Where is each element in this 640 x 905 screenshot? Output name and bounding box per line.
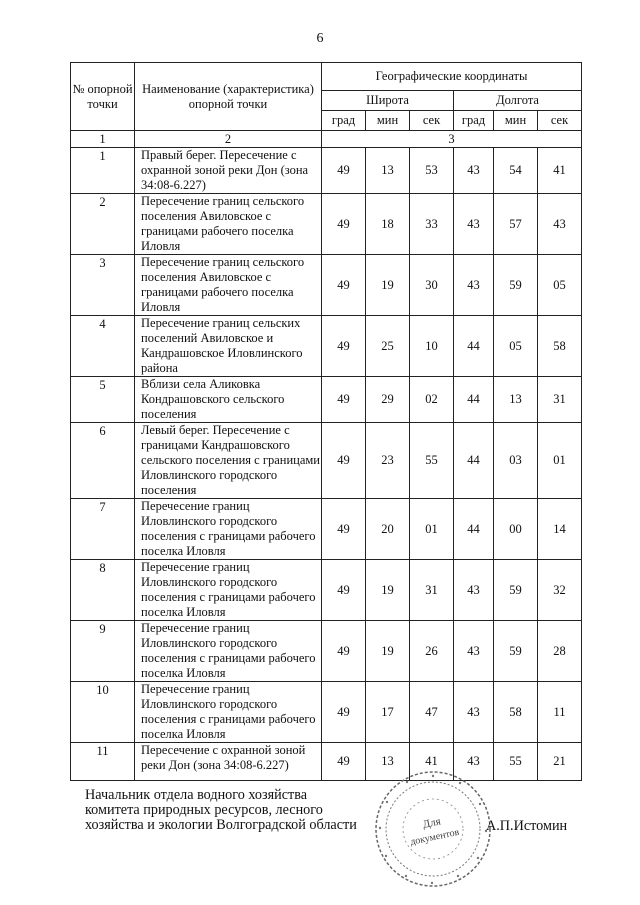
point-number-cell: 6 [71,423,135,499]
latitude-cell: 19 [366,621,410,682]
longitude-cell: 55 [494,743,538,781]
longitude-cell: 00 [494,499,538,560]
latitude-cell: 49 [322,316,366,377]
longitude-cell: 59 [494,560,538,621]
longitude-cell: 44 [454,423,494,499]
longitude-cell: 43 [454,148,494,194]
longitude-cell: 54 [494,148,538,194]
point-name-cell: Пересечение границ сельского поселения Авиловское с границами рабочего поселка Иловля [135,194,322,255]
longitude-cell: 32 [538,560,582,621]
table-row [71,560,582,621]
latitude-cell: 49 [322,194,366,255]
longitude-cell: 14 [538,499,582,560]
point-number-cell: 4 [71,316,135,377]
longitude-cell: 31 [538,377,582,423]
longitude-cell: 11 [538,682,582,743]
longitude-cell: 43 [454,194,494,255]
point-number-cell: 11 [71,743,135,781]
latitude-cell: 13 [366,743,410,781]
longitude-cell: 21 [538,743,582,781]
table-row [71,499,582,560]
point-number-cell: 9 [71,621,135,682]
latitude-cell: 49 [322,423,366,499]
latitude-cell: 53 [410,148,454,194]
footer-line: Начальник отдела водного хозяйства [85,787,308,803]
header-lon-grad: град [454,111,494,131]
table-row [71,377,582,423]
longitude-cell: 44 [454,316,494,377]
latitude-cell: 25 [366,316,410,377]
latitude-cell: 17 [366,682,410,743]
table-row [71,148,582,194]
point-name-cell: Пересечение границ сельских поселений Авиловское и Кандрашовское Иловлинского района [135,316,322,377]
longitude-cell: 05 [538,255,582,316]
longitude-cell: 43 [538,194,582,255]
point-number-cell: 2 [71,194,135,255]
latitude-cell: 49 [322,743,366,781]
point-number-cell: 3 [71,255,135,316]
coordinates-table [70,62,582,781]
longitude-cell: 01 [538,423,582,499]
point-name-cell: Левый берег. Пересечение с границами Кандрашовского сельского поселения с границами Иловлинского городского поселения [135,423,322,499]
longitude-cell: 59 [494,621,538,682]
table-body [71,148,582,781]
longitude-cell: 58 [538,316,582,377]
header-num: № опорной точки [71,63,135,131]
latitude-cell: 49 [322,560,366,621]
point-name-cell: Вблизи села Аликовка Кондрашовского сельского поселения [135,377,322,423]
point-name-cell: Перечесение границ Иловлинского городского поселения с границами рабочего поселка Иловля [135,499,322,560]
signature-name: А.П.Истомин [486,818,568,834]
point-name-cell: Пересечение с охранной зоной реки Дон (зона 34:08-6.227) [135,743,322,781]
table-row [71,743,582,781]
latitude-cell: 49 [322,148,366,194]
index-cell: 3 [322,131,582,148]
latitude-cell: 26 [410,621,454,682]
latitude-cell: 47 [410,682,454,743]
latitude-cell: 01 [410,499,454,560]
point-number-cell: 1 [71,148,135,194]
latitude-cell: 02 [410,377,454,423]
header-lat: Широта [322,91,454,111]
stamp-text-2: документов [409,826,461,848]
latitude-cell: 49 [322,377,366,423]
latitude-cell: 29 [366,377,410,423]
latitude-cell: 20 [366,499,410,560]
table-row [71,255,582,316]
latitude-cell: 41 [410,743,454,781]
longitude-cell: 43 [454,621,494,682]
latitude-cell: 10 [410,316,454,377]
longitude-cell: 43 [454,560,494,621]
longitude-cell: 58 [494,682,538,743]
latitude-cell: 31 [410,560,454,621]
latitude-cell: 33 [410,194,454,255]
table-row [71,682,582,743]
latitude-cell: 18 [366,194,410,255]
point-name-cell: Правый берег. Пересечение с охранной зоной реки Дон (зона 34:08-6.227) [135,148,322,194]
header-name: Наименование (характеристика) опорной точки [135,63,322,131]
point-number-cell: 8 [71,560,135,621]
point-name-cell: Перечесение границ Иловлинского городского поселения с границами рабочего поселка Иловля [135,682,322,743]
header-lon: Долгота [454,91,582,111]
footer-title [85,788,357,833]
longitude-cell: 28 [538,621,582,682]
longitude-cell: 43 [454,255,494,316]
table-row [71,194,582,255]
latitude-cell: 30 [410,255,454,316]
longitude-cell: 44 [454,499,494,560]
latitude-cell: 23 [366,423,410,499]
latitude-cell: 49 [322,682,366,743]
point-number-cell: 7 [71,499,135,560]
latitude-cell: 13 [366,148,410,194]
table-row [71,621,582,682]
point-number-cell: 5 [71,377,135,423]
longitude-cell: 13 [494,377,538,423]
header-lat-grad: град [322,111,366,131]
point-name-cell: Перечесение границ Иловлинского городского поселения с границами рабочего поселка Иловля [135,560,322,621]
footer-line: хозяйства и экологии Волгоградской области [85,817,357,833]
longitude-cell: 43 [454,682,494,743]
official-stamp [372,768,494,890]
stamp-text-1: Для [421,815,442,831]
point-name-cell: Пересечение границ сельского поселения Авиловское с границами рабочего поселка Иловля [135,255,322,316]
header-lon-min: мин [494,111,538,131]
longitude-cell: 03 [494,423,538,499]
index-cell: 2 [135,131,322,148]
latitude-cell: 49 [322,255,366,316]
index-cell: 1 [71,131,135,148]
longitude-cell: 59 [494,255,538,316]
latitude-cell: 55 [410,423,454,499]
latitude-cell: 49 [322,499,366,560]
header-geo: Географические координаты [322,63,582,91]
point-number-cell: 10 [71,682,135,743]
point-name-cell: Перечесение границ Иловлинского городского поселения с границами рабочего поселка Иловля [135,621,322,682]
longitude-cell: 44 [454,377,494,423]
header-lat-sec: сек [410,111,454,131]
latitude-cell: 49 [322,621,366,682]
latitude-cell: 19 [366,560,410,621]
header-lon-sec: сек [538,111,582,131]
longitude-cell: 43 [454,743,494,781]
longitude-cell: 05 [494,316,538,377]
longitude-cell: 41 [538,148,582,194]
footer-line: комитета природных ресурсов, лесного [85,802,323,818]
latitude-cell: 19 [366,255,410,316]
header-lat-min: мин [366,111,410,131]
page-number: 6 [316,31,324,46]
table-row [71,316,582,377]
table-row [71,423,582,499]
longitude-cell: 57 [494,194,538,255]
